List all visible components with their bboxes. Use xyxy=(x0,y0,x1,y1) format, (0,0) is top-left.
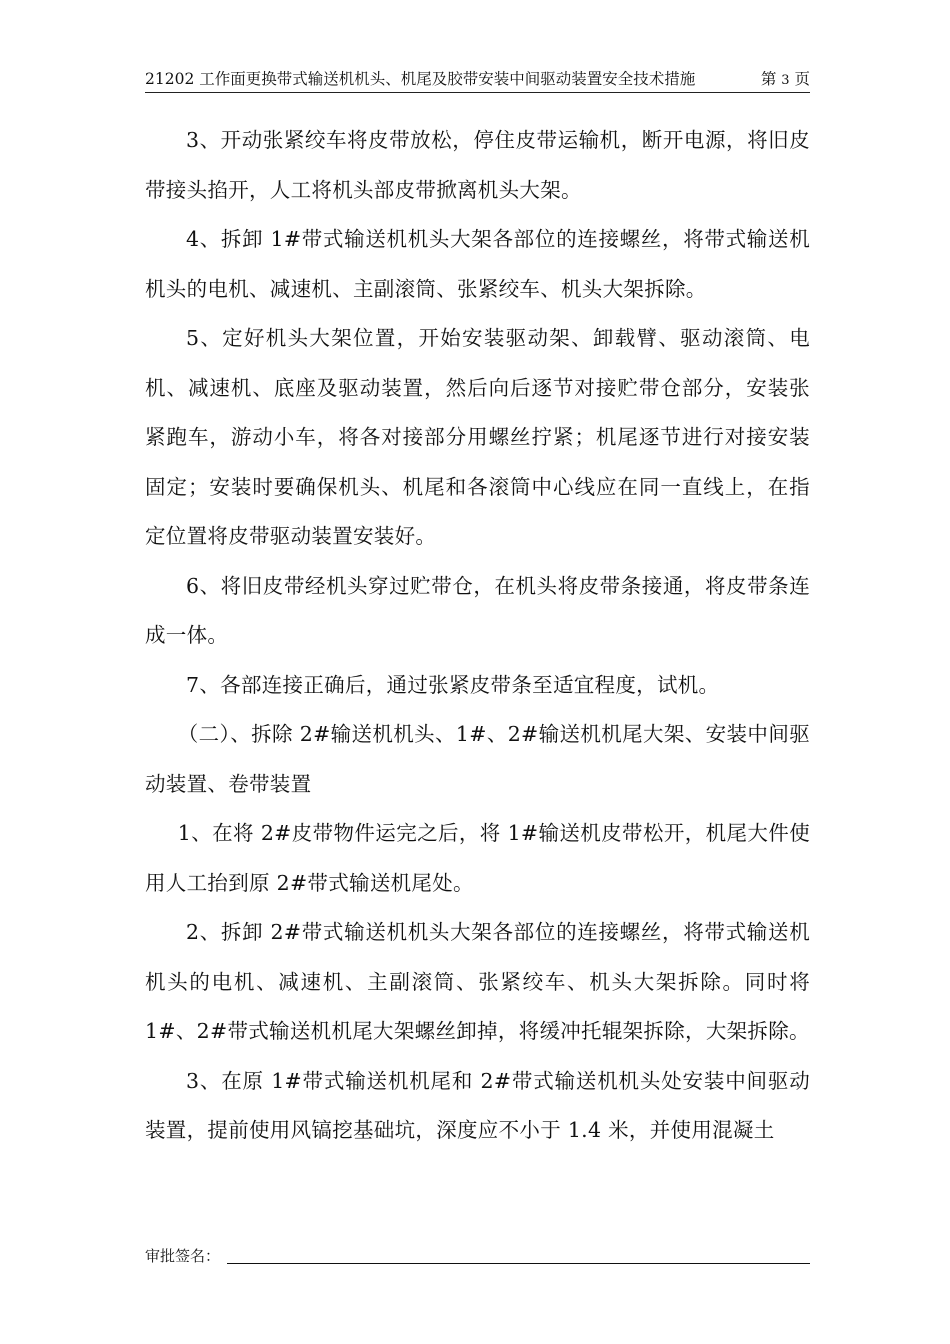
signature-line xyxy=(227,1263,810,1264)
paragraph-sub-step-3: 3、在原 1#带式输送机机尾和 2#带式输送机机头处安装中间驱动装置，提前使用风镐挖基础坑，深度应不小于 1.4 米，并使用混凝土 xyxy=(145,1068,810,1142)
paragraph-step-6: 6、将旧皮带经机头穿过贮带仓，在机头将皮带条接通，将皮带条连成一体。 xyxy=(145,573,810,647)
approval-signature-label: 审批签名： xyxy=(145,1247,221,1265)
page-header xyxy=(145,66,810,93)
paragraph-step-4: 4、拆卸 1#带式输送机机头大架各部位的连接螺丝，将带式输送机机头的电机、减速机、主副滚筒、张紧绞车、机头大架拆除。 xyxy=(145,227,810,301)
paragraph-step-3: 3、开动张紧绞车将皮带放松，停住皮带运输机，断开电源，将旧皮带接头掐开，人工将机头部皮带掀离机头大架。 xyxy=(145,128,810,202)
page-number xyxy=(761,66,810,94)
page-number-value: 3 xyxy=(781,73,790,88)
section-heading-2: （二）、拆除 2#输送机机头、1#、2#输送机机尾大架、安装中间驱动装置、卷带装置 xyxy=(145,722,810,796)
paragraph-step-7: 7、各部连接正确后，通过张紧皮带条至适宜程度，试机。 xyxy=(186,672,720,697)
page-footer xyxy=(145,1244,810,1268)
paragraph-step-5: 5、定好机头大架位置，开始安装驱动架、卸载臂、驱动滚筒、电机、减速机、底座及驱动装置，然后向后逐节对接贮带仓部分，安装张紧跑车，游动小车，将各对接部分用螺丝拧紧；机尾逐节进行对接安装固定；安装时要确保机头、机尾和各滚筒中心线应在同一直线上，在指定位置将皮带驱动装置安装好。 xyxy=(145,326,810,548)
document-body xyxy=(145,116,810,1156)
paragraph-sub-step-2: 2、拆卸 2#带式输送机机头大架各部位的连接螺丝，将带式输送机机头的电机、减速机、主副滚筒、张紧绞车、机头大架拆除。同时将 1#、2#带式输送机机尾大架螺丝卸掉，将缓冲托辊架拆除，大架拆除。 xyxy=(145,920,810,1043)
document-title: 21202 工作面更换带式输送机机头、机尾及胶带安装中间驱动装置安全技术措施 xyxy=(145,70,696,88)
paragraph-sub-step-1: 1、在将 2#皮带物件运完之后，将 1#输送机皮带松开，机尾大件使用人工抬到原 2#带式输送机尾处。 xyxy=(145,821,810,895)
page-suffix: 页 xyxy=(794,70,810,88)
page-prefix: 第 xyxy=(760,70,777,88)
